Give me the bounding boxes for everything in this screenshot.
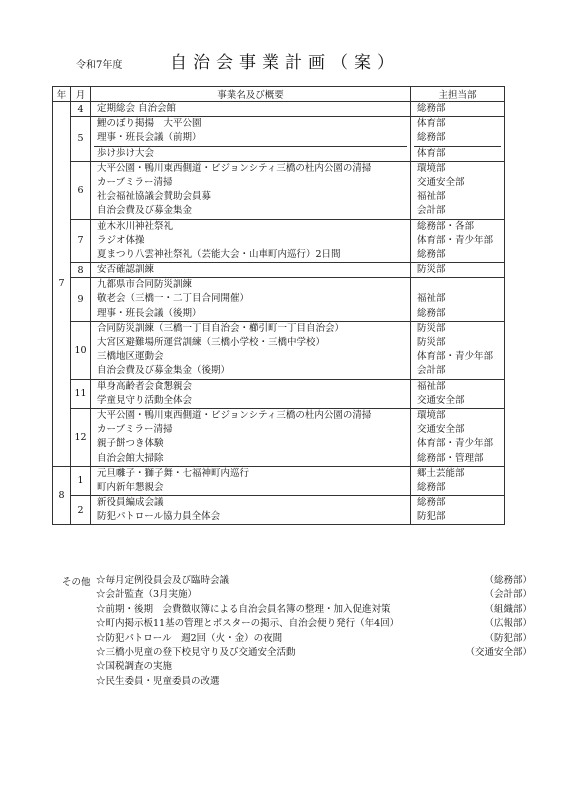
event-name: 新役員編成会議 <box>97 497 164 509</box>
year-cell: 7 <box>53 102 71 467</box>
month-cell: 7 <box>71 219 91 263</box>
table-header-row <box>53 87 505 102</box>
event-cell <box>91 263 411 278</box>
event-name: 自治会費及び募金集金 <box>97 205 193 217</box>
event-cell <box>91 161 411 219</box>
month-row <box>53 102 505 117</box>
other-item: ☆防犯パトロール 週2回（火・金）の夜間 <box>96 632 283 644</box>
other-item-dept: （広報部） <box>484 618 532 630</box>
event-plan-table <box>52 86 505 525</box>
other-item: ☆国税調査の実施 <box>96 661 173 673</box>
responsible-dept: 総務部 <box>414 131 501 146</box>
event-name: 定期総会 自治会館 <box>97 103 177 114</box>
responsible-dept: 交通安全部 <box>417 394 465 406</box>
page-title: 自治会事業計画（案） <box>170 53 400 73</box>
month-row <box>53 379 505 408</box>
year-cell: 8 <box>53 466 71 525</box>
event-name: 理事・班長会議（後期） <box>97 307 202 319</box>
event-name: 元旦囃子・獅子舞・七福神町内巡行 <box>97 467 250 479</box>
responsible-dept: 会計部 <box>417 365 446 377</box>
other-item: ☆前期・後期 会費徴収簿による自治会員名簿の整理・加入促進対策 <box>96 603 391 615</box>
event-name: カーブミラー清掃 <box>97 176 173 188</box>
responsible-dept: 防災部 <box>417 264 446 276</box>
month-cell: 9 <box>71 278 91 322</box>
responsible-dept: 福祉部 <box>417 191 446 203</box>
responsible-dept: 総務部・各部 <box>417 220 475 232</box>
fiscal-year: 令和7年度 <box>76 60 123 71</box>
event-name: ラジオ体操 <box>97 234 145 246</box>
month-row <box>53 278 505 322</box>
month-cell: 6 <box>71 161 91 219</box>
responsible-dept: 会計部 <box>417 205 446 217</box>
event-cell <box>91 379 411 408</box>
event-name: 安否確認訓練 <box>97 264 155 276</box>
event-name: 自治会費及び募金集金（後期） <box>97 365 231 377</box>
month-cell: 1 <box>71 466 91 495</box>
month-row <box>53 321 505 379</box>
dept-cell <box>411 408 505 466</box>
event-cell <box>91 102 411 117</box>
responsible-dept: 体育部・青少年部 <box>417 438 494 450</box>
event-cell <box>91 496 411 525</box>
other-item-dept: （総務部） <box>484 575 532 586</box>
responsible-dept: 総務部 <box>417 307 446 319</box>
event-name: 大平公園・鴨川東西側道・ビジョンシティ三橋の杜内公園の清掃 <box>97 409 372 421</box>
event-name: 親子餅つき体験 <box>97 438 164 450</box>
dept-cell <box>411 263 505 278</box>
dept-cell <box>411 161 505 219</box>
other-item-dept: （交通安全部） <box>465 647 532 658</box>
event-name: 並木氷川神社祭礼 <box>97 220 174 232</box>
event-name: 合同防災訓練（三橋一丁目自治会・櫛引町一丁目自治会） <box>97 322 345 334</box>
event-name: 三橋地区運動会 <box>97 351 164 363</box>
event-name: 防犯パトロール協力員全体会 <box>97 511 221 523</box>
responsible-dept: 防災部 <box>417 322 446 334</box>
column-header-event: 事業名及び概要 <box>91 87 411 102</box>
dept-cell <box>411 321 505 379</box>
other-item: ☆会計監査（3月実施） <box>96 589 198 601</box>
column-header-year: 年 <box>53 87 71 102</box>
dept-cell <box>411 219 505 263</box>
month-cell: 12 <box>71 408 91 466</box>
event-name: 大宮区避難場所運営訓練（三橋小学校・三橋中学校） <box>97 337 326 348</box>
other-item: ☆三橋小児童の登下校見守り及び交通安全活動 <box>96 647 296 658</box>
responsible-dept: 総務部 <box>417 497 446 509</box>
month-row <box>53 408 505 466</box>
month-cell: 8 <box>71 263 91 278</box>
responsible-dept: 郷土芸能部 <box>417 467 465 479</box>
responsible-dept: 総務部 <box>417 248 446 260</box>
responsible-dept: 福祉部 <box>417 380 446 392</box>
other-item: ☆毎月定例役員会及び臨時会議 <box>96 575 230 586</box>
month-row <box>53 219 505 263</box>
event-name: 鯉のぼり掲揚 大平公園 <box>97 118 202 130</box>
event-cell <box>91 466 411 495</box>
other-item: ☆町内掲示板11基の管理とポスターの掲示、自治会便り発行（年4回） <box>96 618 400 630</box>
responsible-dept: 防犯部 <box>417 511 446 523</box>
other-item-dept: （会計部） <box>484 589 532 601</box>
dept-cell <box>411 102 505 117</box>
month-row <box>53 117 505 162</box>
responsible-dept: 体育部 <box>417 118 446 130</box>
month-cell: 11 <box>71 379 91 408</box>
event-name: カーブミラー清掃 <box>97 424 173 436</box>
dept-cell <box>411 117 505 162</box>
event-cell <box>91 278 411 322</box>
column-header-dept: 主担当部 <box>411 87 505 102</box>
other-item-dept: （防犯部） <box>484 632 532 644</box>
month-cell: 2 <box>71 496 91 525</box>
responsible-dept: 交通安全部 <box>417 176 465 188</box>
document-header <box>0 48 566 76</box>
dept-cell <box>411 466 505 495</box>
month-row <box>53 496 505 525</box>
responsible-dept: 福祉部 <box>417 293 446 305</box>
dept-cell <box>411 379 505 408</box>
event-cell <box>91 117 411 162</box>
month-cell: 4 <box>71 102 91 117</box>
responsible-dept: 交通安全部 <box>417 424 465 436</box>
responsible-dept: 総務部・管理部 <box>417 452 484 464</box>
month-cell: 5 <box>71 117 91 162</box>
event-name: 夏まつり八雲神社祭礼（芸能大会・山車町内巡行）2日間 <box>97 248 341 260</box>
responsible-dept: 総務部 <box>417 481 446 493</box>
month-row <box>53 161 505 219</box>
dept-cell <box>411 496 505 525</box>
dept-cell <box>411 278 505 322</box>
responsible-dept: 体育部・青少年部 <box>417 234 494 246</box>
month-row <box>53 466 505 495</box>
other-item: ☆民生委員・児童委員の改選 <box>96 675 220 687</box>
other-label: その他 <box>62 577 91 588</box>
event-name: 学童見守り活動全体会 <box>97 394 193 406</box>
month-cell: 10 <box>71 321 91 379</box>
responsible-dept: 環境部 <box>417 409 446 421</box>
responsible-dept: 防災部 <box>417 337 446 348</box>
responsible-dept: 総務部 <box>417 103 446 114</box>
responsible-dept: 環境部 <box>417 162 446 174</box>
responsible-dept: 体育部 <box>417 147 446 159</box>
event-name: 単身高齢者会食懇親会 <box>97 380 193 392</box>
month-row <box>53 263 505 278</box>
other-item-dept: （組織部） <box>484 603 532 615</box>
event-name: 歩け歩け大会 <box>97 147 155 159</box>
responsible-dept: 体育部・青少年部 <box>417 351 494 363</box>
event-name: 町内新年懇親会 <box>97 481 164 493</box>
responsible-dept <box>414 278 501 292</box>
event-name: 社会福祉協議会賛助会員募 <box>97 191 212 203</box>
event-name: 敬老会（三橋一・二丁目合同開催） <box>97 293 250 305</box>
event-name: 理事・班長会議（前期） <box>94 131 407 146</box>
event-name: 大平公園・鴨川東西側道・ビジョンシティ三橋の杜内公園の清掃 <box>97 162 372 174</box>
event-cell <box>91 219 411 263</box>
event-cell <box>91 321 411 379</box>
column-header-month: 月 <box>71 87 91 102</box>
event-cell <box>91 408 411 466</box>
event-name: 自治会館大掃除 <box>97 452 164 464</box>
event-name: 九都県市合同防災訓練 <box>97 279 193 291</box>
